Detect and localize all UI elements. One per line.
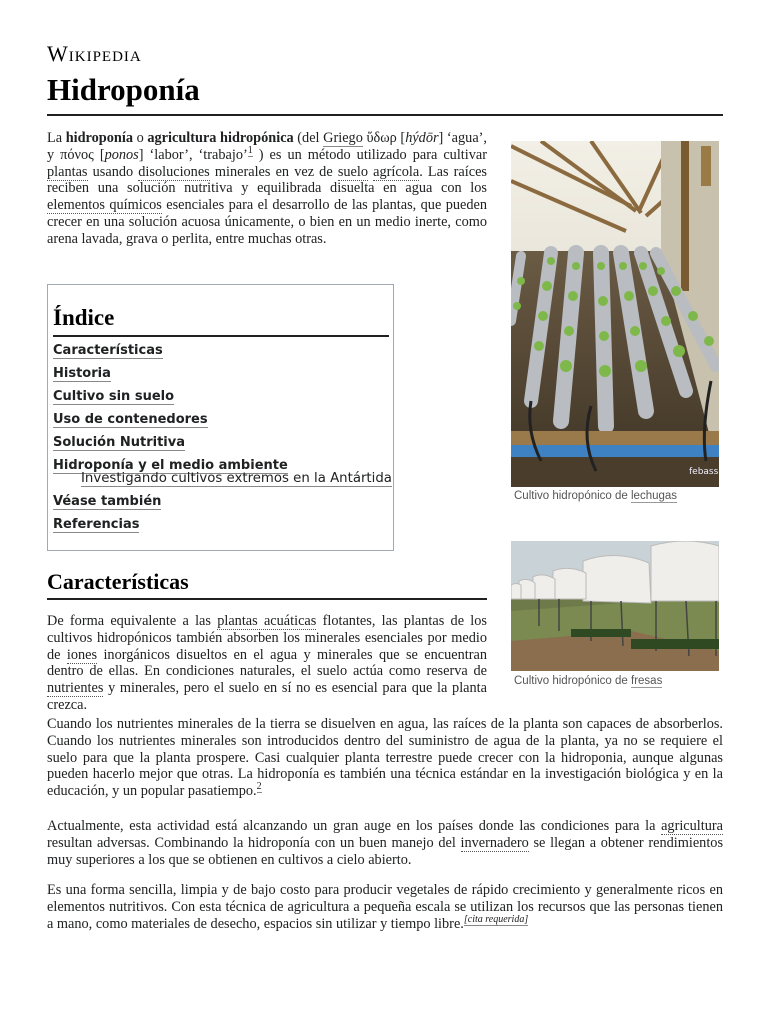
link-suelo[interactable]: suelo [337, 163, 368, 180]
intro-text: (del [293, 130, 324, 146]
link-iones[interactable]: iones [66, 646, 98, 663]
intro-text: usando [87, 163, 139, 180]
paragraph-text: inorgánicos disueltos en el agua y minerales que se encuentran dentro de ellas. En condiciones naturales, el suelo actúa como reserva de [47, 646, 487, 680]
paragraph-text: se llegan a obtener rendimientos muy superiores a los que se obtienen en cultivos a cielo abierto. [47, 834, 724, 868]
intro-text: ] ‘agua’, y πόνος [ [47, 130, 487, 163]
link-elementos-quimicos[interactable]: elementos químicos [47, 197, 162, 214]
toc-item-cultivo-sin-suelo[interactable] [53, 389, 393, 412]
toc-item-label: Uso de contenedores [53, 412, 208, 427]
logo-text: Wikipedia [47, 41, 142, 66]
intro-text: La [47, 130, 66, 146]
toc-item-vease-tambien[interactable] [53, 494, 393, 517]
toc-item-historia[interactable] [53, 366, 393, 389]
paragraph-text: Cuando los nutrientes minerales de la tierra se disuelven en agua, las raíces de la planta son capaces de absorberlos. Cuando los nutrientes minerales son introducidos dentro del suministro de agua de la planta, ya no se requiere el suelo para que la planta prospere. Casi cualquier planta terrestre puede crecer con la hidroponia, aunque algunas pueden hacerlo mejor que otras. La hidroponía es también una técnica estándar en la investigación biológica y en la educación, y un popular pasatiempo. [47, 716, 723, 800]
caption-text: Cultivo hidropónico de [514, 490, 631, 502]
intro-hydor: hýdōr [405, 130, 439, 146]
page-title: Hidroponía [47, 72, 200, 107]
paragraph-text: De forma equivalente a las [47, 613, 218, 629]
caption-strawberry [514, 675, 662, 687]
toc-item-label: Investigando cultivos extremos en la Antártida [81, 471, 392, 486]
intro-text: . Las raíces reciben una solución nutritiva y equilibrada disuelta en agua con los [47, 163, 487, 197]
section-paragraph-3 [47, 882, 723, 932]
toc-item-label: Referencias [53, 517, 140, 532]
link-agricultura[interactable]: agricultura [661, 818, 723, 834]
table-of-contents [47, 284, 394, 551]
section-paragraph-1 [47, 613, 487, 714]
link-disoluciones[interactable]: disoluciones [138, 163, 210, 180]
intro-text: ] ‘labor’, ‘trabajo’ [138, 146, 248, 163]
paragraph-text: flotantes, las plantas de los cultivos hidropónicos también absorben los minerales esenciales por medio de [47, 613, 487, 663]
toc-rule [53, 335, 389, 337]
toc-subitem-antartida[interactable] [53, 471, 393, 494]
link-nutrientes[interactable]: nutrientes [47, 680, 104, 697]
wikipedia-logo[interactable] [47, 41, 142, 67]
intro-text: esenciales para el desarrollo de las plantas, que pueden crecer en una solución acuosa únicamente, o bien en un medio inerte, como arena lavada, grava o perlita, entre muchas otras. [47, 197, 487, 247]
toc-item-label: Véase también [53, 494, 162, 509]
term-hidroponia: hidroponía [65, 130, 133, 146]
toc-item-label: Cultivo sin suelo [53, 389, 175, 404]
toc-item-label: Características [53, 343, 163, 358]
section-paragraph-2 [47, 818, 723, 868]
link-plantas-acuaticas[interactable]: plantas acuáticas [217, 613, 317, 629]
term-agricultura-hidroponica: agricultura hidropónica [147, 130, 294, 146]
link-plantas[interactable]: plantas [47, 163, 88, 180]
toc-item-label: Hidroponía y el medio ambiente [53, 458, 288, 473]
lettuce-photo [511, 141, 719, 487]
link-lechugas[interactable]: lechugas [631, 490, 678, 502]
toc-item-referencias[interactable] [53, 517, 393, 540]
paragraph-text: Actualmente, esta actividad está alcanzando un gran auge en los países donde las condiciones para la [47, 818, 662, 834]
caption-text: Cultivo hidropónico de [514, 675, 631, 687]
intro-paragraph [47, 130, 487, 248]
intro-text: ὕδωρ [ [362, 130, 406, 146]
intro-text: ) es un método utilizado para cultivar [252, 146, 487, 163]
section-paragraph-1b [47, 716, 723, 800]
intro-ponos: ponos [104, 146, 139, 163]
photo-watermark: febass [689, 467, 719, 477]
figure-lettuce-image[interactable] [511, 141, 719, 487]
link-agricola[interactable]: agrícola [373, 163, 420, 180]
figure-strawberry-image[interactable] [511, 541, 719, 671]
section-rule [47, 598, 487, 600]
title-rule [47, 114, 723, 116]
toc-list [53, 343, 393, 540]
intro-text: o [132, 130, 148, 146]
link-invernadero[interactable]: invernadero [460, 834, 529, 851]
link-griego[interactable]: Griego [323, 130, 363, 146]
paragraph-text: resultan adversas. Combinando la hidroponía con un buen manejo del [47, 834, 461, 851]
section-heading-caracteristicas: Características [47, 569, 189, 594]
link-fresas[interactable]: fresas [631, 675, 663, 687]
toc-item-label: Historia [53, 366, 111, 381]
toc-item-solucion-nutritiva[interactable] [53, 435, 393, 458]
reference-2[interactable]: 2 [256, 781, 262, 793]
toc-item-uso-de-contenedores[interactable] [53, 412, 393, 435]
toc-item-label: Solución Nutritiva [53, 435, 186, 450]
intro-text: minerales en vez de [209, 163, 338, 180]
strawberry-photo [511, 541, 719, 671]
paragraph-text: Es una forma sencilla, limpia y de bajo costo para producir vegetales de rápido crecimiento y generalmente ricos en elementos nutritivos. Con esta técnica de agricultura a pequeña escala se utilizan los recursos que las personas tienen a mano, como materiales de desecho, espacios sin utilizar y tiempo libre. [47, 882, 723, 932]
paragraph-text: y minerales, pero el suelo en sí no es esencial para que la planta crezca. [47, 680, 487, 713]
toc-heading: Índice [53, 305, 115, 330]
toc-item-caracteristicas[interactable] [53, 343, 393, 366]
caption-lettuce [514, 490, 677, 502]
citation-needed[interactable]: [cita requerida] [463, 913, 529, 925]
reference-1[interactable]: 1 [247, 145, 253, 157]
